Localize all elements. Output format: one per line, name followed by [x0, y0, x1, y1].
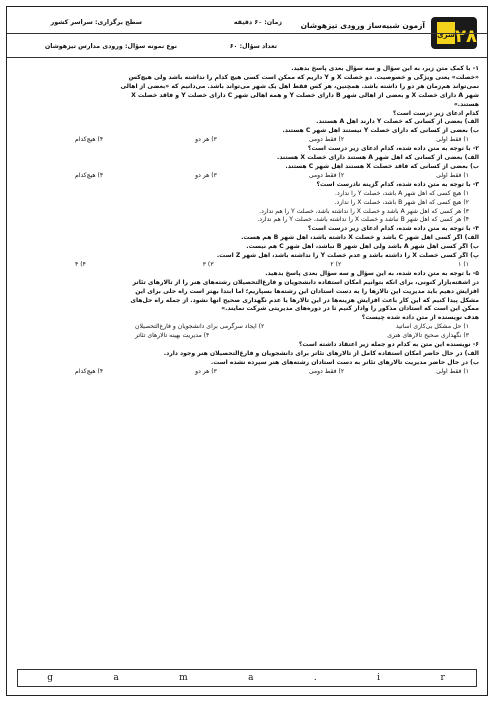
q1-options	[15, 136, 479, 145]
exam-header	[7, 7, 487, 59]
text-line: «خصلت» یعنی ویژگی و خصوصیت. دو خصلت X و Y داریم که ممکن است کسی هیچ کدام را نداشته باشد ولی هیچ‌کس	[128, 73, 479, 81]
text-line: شهر A دارای خصلت X و بعضی از اهالی شهر B دارای خصلت Y و همه اهالی شهر C دارای خصلت Y و فاقد خصلت X	[131, 91, 479, 99]
option[interactable]: ۴) هیچ‌کدام	[75, 136, 104, 144]
site-footer	[17, 669, 477, 687]
option-line[interactable]: ۴) هر کسی که اهل شهر B نباشد و خصلت X را نداشته باشد، خصلت Y را هم ندارد.	[257, 216, 469, 224]
option-line[interactable]: ۱) هیچ کسی که اهل شهر A باشد، خصلت Y را ندارد.	[335, 189, 469, 197]
text-line: نمی‌تواند هم‌زمان هر دو را داشته باشد. همچنین، هر کس فقط اهل یک شهر می‌تواند باشد. می‌دانیم که «بعضی از اهالی	[120, 82, 479, 90]
text-line: پ) اگر کسی خصلت X را داشته باشد و عدم خصلت Y را نداشته باشد، اهل شهر Z است.	[216, 252, 479, 260]
text-line: الف) بعضی از کسانی که خصلت Y دارند اهل A هستند.	[316, 118, 479, 126]
q6-options	[15, 368, 479, 377]
exam-level: سطح برگزاری: سراسر کشور	[50, 19, 142, 26]
exam-brand: آزمون شبیه‌ساز ورودی تیزهوشان	[300, 21, 425, 30]
option[interactable]: ۳) نگهداری صحیح تالارهای هنری	[387, 332, 469, 340]
text-line: ب) در حال حاضر مدیریت تالارهای تئاتر به دست استادان رشته‌های هنر سپرده نشده است.	[210, 358, 479, 366]
text-line: ۶- نویسنده این متن به کدام دو جمله زیر اعتقاد داشته است؟	[298, 341, 479, 349]
text-line: ب) اگر کسی اهل شهر A باشد ولی اهل شهر B نباشد، اهل شهر C هم نیست.	[246, 243, 479, 251]
series-number: ۲۸	[455, 26, 477, 47]
text-line: ب) بعضی از کسانی که فاقد خصلت X هستند اهل شهر C هستند.	[285, 162, 479, 170]
text-line: الف) در حال حاضر امکان استفاده کامل از تالارهای تئاتر برای دانشجویان و فارغ‌التحصیلان هنر وجود دارد.	[163, 350, 479, 357]
option[interactable]: ۴) مدیریت بهینه تالارهای تئاتر	[135, 332, 210, 340]
text-line: ممکن این است که استادان مذکور را وادار کنیم تا در دوره‌های مدیریتی شرکت نمایند.»	[221, 305, 479, 313]
option[interactable]: ۱) حل مشکل بی‌کاری اساتید	[395, 323, 469, 331]
option[interactable]: ۳) هر دو	[195, 367, 217, 375]
text-line: کدام ادعای زیر درست است؟	[392, 109, 479, 117]
text-line: هدف نویسنده از متن داده شده چیست؟	[361, 314, 479, 322]
footer-char: i	[377, 673, 383, 683]
option[interactable]: ۲) ۲	[330, 260, 342, 268]
exam-time: زمان: ۶۰ دقیقه	[233, 19, 282, 26]
text-line: ۴- با توجه به متن داده شده، کدام ادعای زیر درست است؟	[307, 225, 479, 233]
footer-char: m	[179, 673, 190, 683]
option-line[interactable]: ۲) هیچ کسی که اهل شهر B باشد، خصلت X را ندارد.	[334, 198, 469, 206]
option[interactable]: ۲) فقط دومی	[308, 171, 345, 179]
header-divider-2	[7, 57, 487, 58]
text-line: الف) اگر کسی اهل شهر C باشد و خصلت X داشته باشد، اهل شهر B هم هست.	[241, 234, 479, 242]
text-line: ۳- با توجه به متن داده شده، کدام گزینه نادرست است؟	[316, 180, 479, 188]
exam-questions	[15, 65, 479, 661]
footer-char: a	[113, 673, 121, 683]
question-count: تعداد سؤال: ۶۰	[229, 43, 277, 50]
text-line: هستند.»	[453, 100, 479, 108]
option[interactable]: ۴) هیچ‌کدام	[75, 171, 104, 179]
page-frame	[6, 6, 488, 696]
q5-options-row1	[15, 323, 479, 332]
q4-options	[15, 261, 479, 270]
footer-char: .	[313, 673, 319, 683]
option[interactable]: ۲) ایجاد سرگرمی برای دانشجویان و فارغ‌التحصیلان	[135, 323, 265, 331]
option[interactable]: ۱) فقط اولی	[436, 171, 469, 179]
text-line: الف) بعضی از کسانی که اهل شهر A هستند دارای خصلت X هستند.	[277, 154, 479, 162]
text-line: در آشفته‌بازار کنونی، برای آنکه بتوانیم امکان استفاده دانشجویان و فارغ‌التحصیلان رشته‌های هنر را از تالارهای تئاتر	[132, 278, 479, 286]
text-line: ب) بعضی از کسانی که دارای خصلت Y نیستند اهل شهر C هستند.	[282, 127, 479, 135]
footer-char: a	[248, 673, 256, 683]
text-line: افزایش دهیم باید مدیریت این تالارها را به دست استادان این رشته‌ها بسپاریم؛ اما ابتدا بهتر است راه حلی برای این	[135, 287, 479, 295]
option[interactable]: ۳) هر دو	[195, 171, 217, 179]
q5-options-row2	[15, 332, 479, 341]
option[interactable]: ۴) ۴	[75, 260, 86, 268]
q2-options	[15, 172, 479, 181]
option[interactable]: ۲) فقط دومی	[308, 136, 345, 144]
series-label: سری	[437, 31, 455, 39]
option-line[interactable]: ۳) هر کسی که اهل شهر A باشد و خصلت X را نداشته باشد، خصلت Y را هم ندارد.	[259, 207, 469, 215]
option[interactable]: ۲) فقط دومی	[308, 367, 345, 375]
text-line: ۵- با توجه به متن داده شده، به این سؤال و سه سؤال بعدی پاسخ بدهید.	[265, 269, 479, 277]
option[interactable]: ۱) فقط اولی	[436, 136, 469, 144]
footer-char: r	[440, 673, 447, 683]
option[interactable]: ۱) فقط اولی	[436, 367, 469, 375]
header-divider-1	[7, 33, 487, 34]
footer-char: g	[47, 673, 55, 683]
option[interactable]: ۳) ۳	[202, 260, 214, 268]
text-line: ۲- با توجه به متن داده شده، کدام ادعای زیر درست است؟	[307, 145, 479, 153]
option[interactable]: ۱) ۱	[458, 260, 469, 268]
text-line: ۱- با کمک متن زیر، به این سؤال و سه سؤال بعدی پاسخ بدهید.	[291, 65, 479, 72]
text-line: مشکل پیدا کنیم که این کار باعث افزایش هزینه‌ها در این تالارها یا عدم نگهداری صحیح آنها نشود. از جمله راه حل‌های	[130, 296, 479, 304]
option[interactable]: ۴) هیچ‌کدام	[75, 367, 104, 375]
option[interactable]: ۳) هر دو	[195, 136, 217, 144]
sample-type: نوع نمونه سؤال: ورودی مدارس تیزهوشان	[44, 43, 177, 50]
